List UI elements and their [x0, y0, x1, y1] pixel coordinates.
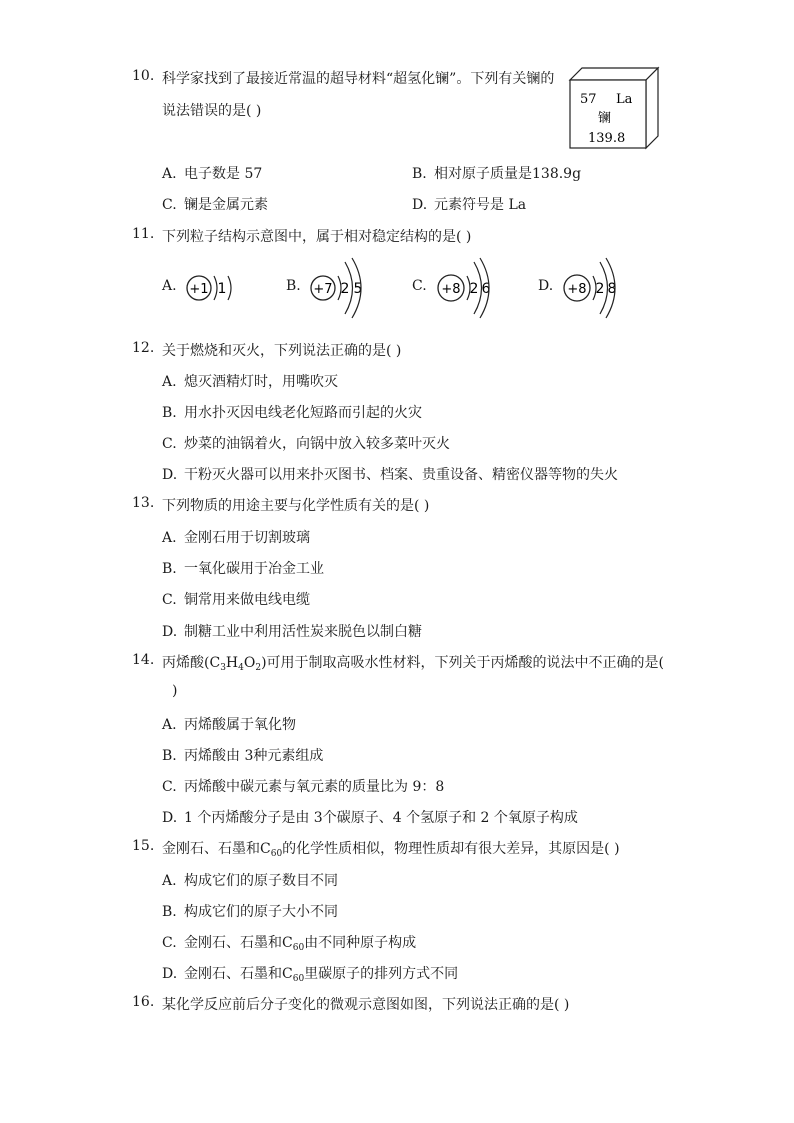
svg-text:+1: +1: [189, 282, 209, 297]
option-label: C.: [412, 278, 427, 294]
atom-diagram-a: [184, 258, 244, 318]
svg-text:2: 2: [340, 281, 350, 297]
question-12-text: 关于燃烧和灭火，下列说法正确的是( ): [162, 343, 402, 359]
q12-option-b[interactable]: B. 用水扑灭因电线老化短路而引起的火灾: [162, 405, 422, 421]
q10-option-b[interactable]: B. 相对原子质量是138.9g: [412, 166, 582, 182]
question-10-number: 10.: [132, 68, 155, 84]
question-11-text: 下列粒子结构示意图中，属于相对稳定结构的是( ): [162, 229, 472, 245]
option-label: A.: [162, 278, 177, 294]
q14-option-b[interactable]: B. 丙烯酸由 3种元素组成: [162, 748, 324, 764]
q12-option-a[interactable]: A. 熄灭酒精灯时，用嘴吹灭: [162, 374, 338, 390]
q14-option-d[interactable]: D. 1 个丙烯酸分子是由 3个碳原子、4 个氢原子和 2 个氧原子构成: [162, 810, 578, 826]
question-13-text: 下列物质的用途主要与化学性质有关的是( ): [162, 498, 430, 514]
question-10-text: 科学家找到了最接近常温的超导材料“超氢化镧”。下列有关镧的: [162, 71, 555, 87]
question-14-text: 丙烯酸$(C_3H_4O_2)$可用于制取高吸水性材料，下列关于丙烯酸的说法中不正确的是(: [162, 655, 665, 673]
atom-diagram-b: [308, 256, 378, 320]
q13-option-a[interactable]: A. 金刚石用于切割玻璃: [162, 530, 310, 546]
svg-text:8: 8: [607, 281, 617, 297]
svg-text:5: 5: [353, 281, 363, 297]
element-symbol: La: [616, 92, 633, 107]
svg-text:+8: +8: [567, 282, 587, 297]
question-16-text: 某化学反应前后分子变化的微观示意图如图，下列说法正确的是( ): [162, 997, 570, 1013]
q15-option-b[interactable]: B. 构成它们的原子大小不同: [162, 904, 338, 920]
q14-option-c[interactable]: C. 丙烯酸中碳元素与氧元素的质量比为 9：8: [162, 779, 445, 795]
q11-option-d[interactable]: [538, 258, 628, 318]
question-15-number: 15.: [132, 838, 155, 854]
svg-text:2: 2: [595, 281, 605, 297]
option-label: B.: [286, 278, 301, 294]
q15-option-a[interactable]: A. 构成它们的原子数目不同: [162, 873, 338, 889]
q10-option-d[interactable]: D. 元素符号是 La: [412, 197, 527, 213]
q10-option-a[interactable]: A. 电子数是 57: [162, 166, 263, 182]
question-13-number: 13.: [132, 495, 155, 511]
svg-text:6: 6: [481, 281, 491, 297]
q12-option-d[interactable]: D. 干粉灭火器可以用来扑灭图书、档案、贵重设备、精密仪器等物的失火: [162, 467, 618, 483]
element-mass: 139.8: [588, 131, 626, 146]
question-14-number: 14.: [132, 652, 155, 668]
element-number: 57: [580, 92, 597, 107]
q15-option-c[interactable]: C. 金刚石、石墨和$C_{60}$由不同种原子构成: [162, 935, 417, 953]
question-16-number: 16.: [132, 994, 155, 1010]
element-name: 镧: [598, 111, 612, 126]
q14-option-a[interactable]: A. 丙烯酸属于氧化物: [162, 717, 296, 733]
svg-text:2: 2: [469, 281, 479, 297]
atom-diagram-c: [434, 256, 504, 320]
question-11-number: 11.: [132, 226, 155, 242]
question-15-text: 金刚石、石墨和$C_{60}$的化学性质相似，物理性质却有很大差异，其原因是( ): [162, 841, 620, 859]
svg-text:+7: +7: [313, 282, 333, 297]
q10-option-c[interactable]: C. 镧是金属元素: [162, 197, 268, 213]
q13-option-c[interactable]: C. 铜常用来做电线电缆: [162, 592, 310, 608]
svg-text:1: 1: [217, 281, 227, 297]
q11-option-a[interactable]: [162, 258, 242, 318]
q12-option-c[interactable]: C. 炒菜的油锅着火，向锅中放入较多菜叶灭火: [162, 436, 450, 452]
element-card-lanthanum: [560, 62, 660, 152]
q11-option-b[interactable]: [286, 258, 376, 318]
q13-option-d[interactable]: D. 制糖工业中利用活性炭来脱色以制白糖: [162, 624, 422, 640]
q15-option-d[interactable]: D. 金刚石、石墨和$C_{60}$里碳原子的排列方式不同: [162, 966, 459, 984]
svg-text:+8: +8: [441, 282, 461, 297]
q13-option-b[interactable]: B. 一氧化碳用于冶金工业: [162, 561, 324, 577]
atom-diagram-d: [560, 256, 632, 320]
q11-option-c[interactable]: [412, 258, 502, 318]
option-label: D.: [538, 278, 554, 294]
question-12-number: 12.: [132, 340, 155, 356]
question-10-text-line2: 说法错误的是( ): [162, 103, 262, 119]
question-14-text-line2: ): [172, 683, 178, 699]
